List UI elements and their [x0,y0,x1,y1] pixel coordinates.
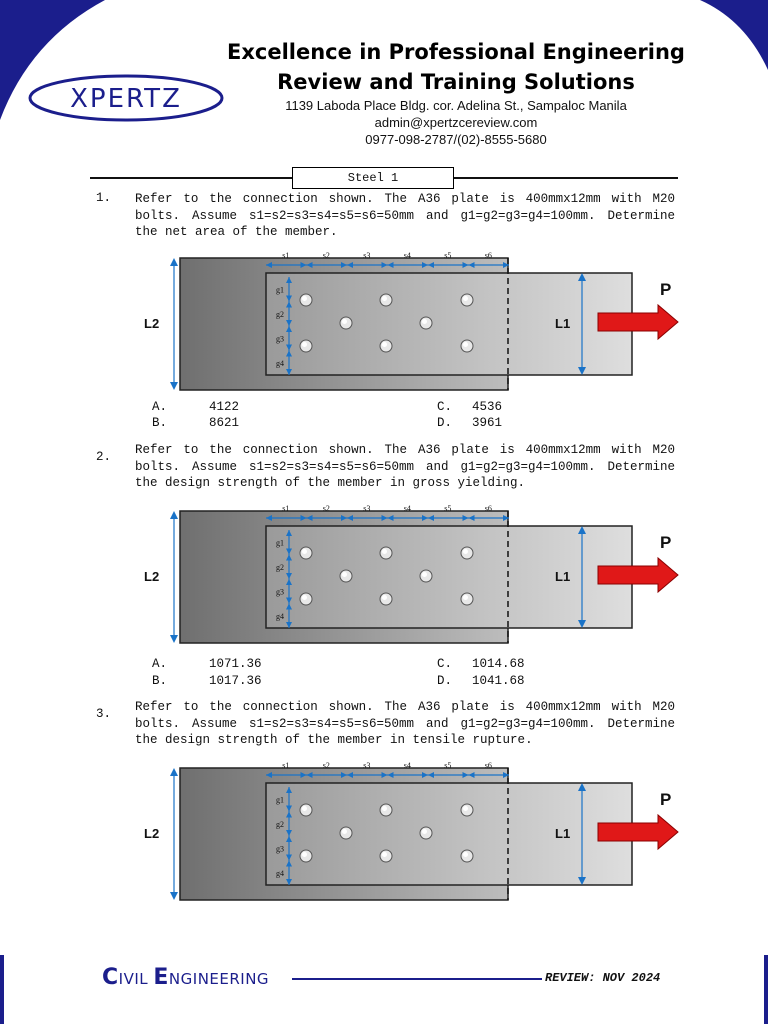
choice-d: D. 1041.68 [437,674,525,688]
choice-b: B. 1017.36 [152,674,262,688]
bolt-highlight [463,595,468,600]
l2-label: L2 [144,826,160,841]
bolt-highlight [382,549,387,554]
bolt-highlight [382,342,387,347]
logo-text: XPERTZ [70,84,182,114]
s-label: s4 [403,761,411,770]
l1-label: L1 [555,569,571,584]
g-label: g2 [276,562,284,572]
g-label: g4 [276,358,284,368]
s-label: s3 [363,504,371,513]
bolt-highlight [302,852,307,857]
bolt-highlight [463,549,468,554]
choice-c: C. 4536 [437,400,503,414]
connection-figure [144,250,680,400]
s-label: s6 [484,761,492,770]
bolt-highlight [382,852,387,857]
question-number: 1. [96,191,112,205]
choice-c: C. 1014.68 [437,657,525,671]
load-label-p: P [660,533,672,552]
s-label: s5 [444,761,452,770]
l2-arrow-bottom [170,635,178,643]
s-label: s5 [444,504,452,513]
g-label: g4 [276,868,284,878]
s-label: s1 [282,251,290,260]
question-text: Refer to the connection shown. The A36 plate is 400mmx12mm with M20 bolts. Assume s1=s2=s3=s4=s5=s6=50mm and g1=g2=g3=g4=100mm. Determine the design strength of the member in tensile rupture. [135,700,675,747]
bolt-highlight [422,319,427,324]
section-label: Steel 1 [292,167,454,189]
g-label: g2 [276,309,284,319]
g-label: g3 [276,844,284,854]
bolt-highlight [463,296,468,301]
right-plate [266,783,632,885]
l2-arrow-top [170,511,178,519]
header-title-line2: Review and Training Solutions [277,70,635,94]
l1-label: L1 [555,826,571,841]
header-email: admin@xpertzcereview.com [374,115,538,130]
l2-arrow-bottom [170,892,178,900]
s-label: s4 [403,504,411,513]
g-label: g1 [276,795,284,805]
load-label-p: P [660,790,672,809]
choice-b: B. 8621 [152,416,240,430]
choice-a: A. 1071.36 [152,657,262,671]
l2-arrow-top [170,258,178,266]
g-label: g3 [276,587,284,597]
bolt-highlight [302,806,307,811]
s-label: s2 [322,761,330,770]
bolt-highlight [342,572,347,577]
header-title-line1: Excellence in Professional Engineering [227,40,685,64]
g-label: g2 [276,819,284,829]
bolt-highlight [463,852,468,857]
s-label: s2 [322,251,330,260]
choice-d: D. 3961 [437,416,503,430]
s-label: s6 [484,251,492,260]
bolt-highlight [302,595,307,600]
bolt-highlight [382,806,387,811]
bolt-highlight [302,549,307,554]
question-number: 2. [96,450,112,464]
s-label: s3 [363,761,371,770]
bolt-highlight [463,342,468,347]
l2-label: L2 [144,316,160,331]
s-label: s1 [282,761,290,770]
connection-figure [144,760,680,910]
bolt-highlight [382,296,387,301]
g-label: g1 [276,538,284,548]
l2-label: L2 [144,569,160,584]
question-number: 3. [96,707,112,721]
header-address: 1139 Laboda Place Bldg. cor. Adelina St., Sampaloc Manila [285,98,627,113]
s-label: s4 [403,251,411,260]
s-label: s3 [363,251,371,260]
s-label: s2 [322,504,330,513]
g-label: g4 [276,611,284,621]
question-text: Refer to the connection shown. The A36 plate is 400mmx12mm with M20 bolts. Assume s1=s2=s3=s4=s5=s6=50mm and g1=g2=g3=g4=100mm. Determine the design strength of the member in gross yielding. [135,443,675,490]
footer-review-date: REVIEW: NOV 2024 [545,971,661,985]
connection-figure [144,503,680,653]
bolt-highlight [463,806,468,811]
choice-a: A. 4122 [152,400,240,414]
bolt-highlight [302,296,307,301]
s-label: s5 [444,251,452,260]
bolt-highlight [382,595,387,600]
bolt-highlight [302,342,307,347]
question-text: Refer to the connection shown. The A36 plate is 400mmx12mm with M20 bolts. Assume s1=s2=s3=s4=s5=s6=50mm and g1=g2=g3=g4=100mm. Determine the net area of the member. [135,192,675,239]
header-phone: 0977-098-2787/(02)-8555-5680 [365,132,547,147]
bolt-highlight [422,572,427,577]
s-label: s1 [282,504,290,513]
left-edge-bar [0,955,4,1024]
l2-arrow-top [170,768,178,776]
l1-label: L1 [555,316,571,331]
bolt-highlight [342,829,347,834]
right-edge-bar [764,955,768,1024]
bolt-highlight [422,829,427,834]
load-label-p: P [660,280,672,299]
s-label: s6 [484,504,492,513]
footer-title: CIVIL ENGINEERING [102,965,270,990]
footer-rule [292,978,542,980]
bolt-highlight [342,319,347,324]
l2-arrow-bottom [170,382,178,390]
right-plate [266,526,632,628]
g-label: g1 [276,285,284,295]
g-label: g3 [276,334,284,344]
right-plate [266,273,632,375]
